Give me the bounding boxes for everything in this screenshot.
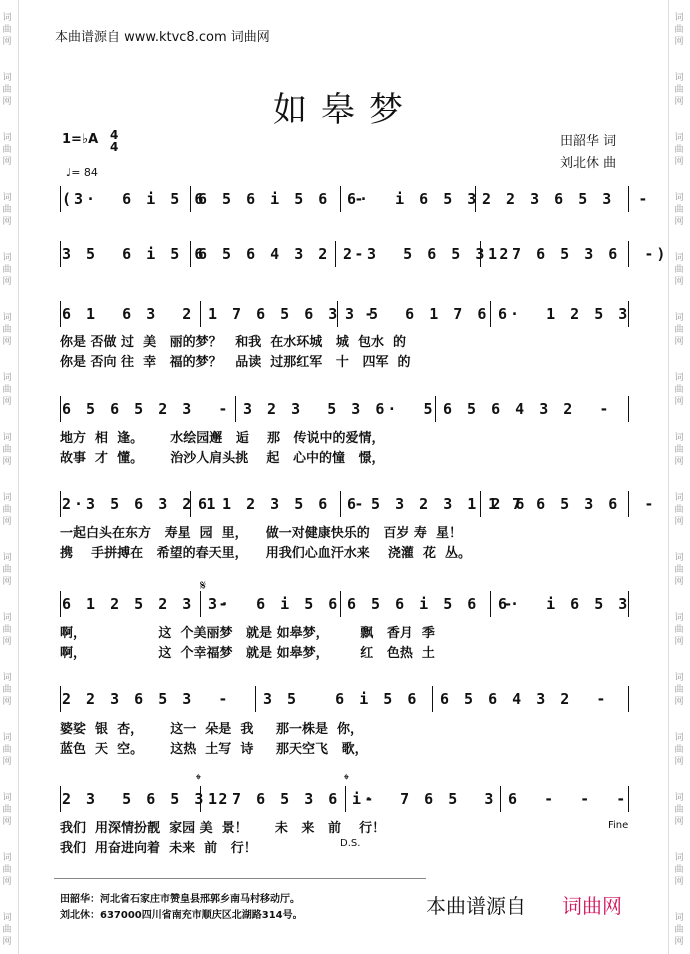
fine-mark: Fine <box>608 820 629 831</box>
watermark-char-group: 词曲网 <box>674 733 684 767</box>
measure-notes: 6 1 6 3 2 <box>62 305 195 323</box>
watermark-char-group: 词曲网 <box>674 853 684 887</box>
watermark-char-group: 词曲网 <box>674 73 684 107</box>
watermark-char-group: 词曲网 <box>2 73 12 107</box>
footer-brand-source: 本曲谱源自 <box>426 894 526 918</box>
barline <box>500 786 501 812</box>
lyric-line: 故事 才 懂。 治沙人肩头挑 起 心中的憧 憬， <box>60 451 385 466</box>
measure-notes: 3 5 6 i 5 6 <box>62 245 207 263</box>
watermark-char-group: 词曲网 <box>674 13 684 47</box>
watermark-char-group: 词曲网 <box>2 193 12 227</box>
watermark-char-group: 词曲网 <box>2 853 12 887</box>
score-row <box>60 790 632 812</box>
measure-notes: 2 3 5 6 5 3 2 <box>62 790 231 808</box>
barline <box>60 491 61 517</box>
segno-sign: 𝄋 <box>200 578 207 594</box>
barline <box>60 786 61 812</box>
watermark-char-group: 词曲网 <box>674 313 684 347</box>
watermark-char-group: 词曲网 <box>2 673 12 707</box>
lyric-line: 你是 否向 往 幸 福的梦？ 品读 过那红军 十 四军 的 <box>60 355 411 370</box>
measure-notes: 2 2 3 6 5 3 - <box>482 190 651 208</box>
watermark-char-group: 词曲网 <box>2 733 12 767</box>
source-header: 本曲谱源自 www.ktvc8.com 词曲网 <box>55 30 270 45</box>
barline <box>60 301 61 327</box>
barline <box>60 241 61 267</box>
watermark-char-group: 词曲网 <box>674 133 684 167</box>
measure-notes: i· 7 6 5 3 <box>352 790 497 808</box>
measure-notes: 1 7 6 5 3 6 -) <box>488 245 669 263</box>
lyric-line: 婆娑 银 杏， 这一 朵是 我 那一株是 你， <box>60 722 364 737</box>
measure-notes: (3· 6 i 5 6 <box>62 190 207 208</box>
measure-notes: 6 5 6 4 3 2 - <box>198 245 367 263</box>
lyric-line: 我们 用奋进向着 未来 前 行！ <box>60 841 257 856</box>
lyric-line: 啊， 这 个幸福梦 就是 如皋梦， 红 色热 土 <box>60 646 435 661</box>
ds-mark: D.S. <box>340 838 361 849</box>
watermark-char-group: 词曲网 <box>674 913 684 947</box>
measure-notes: 3· 6 i 5 6 <box>208 595 341 613</box>
footer-address-1: 田韶华：河北省石家庄市赞皇县邢郭乡南马村移动厅。 <box>60 894 300 905</box>
time-signature <box>110 129 118 153</box>
watermark-char-group: 词曲网 <box>2 373 12 407</box>
measure-notes: 6· 1 2 5 3 <box>498 305 631 323</box>
measure-notes: 6· i 6 5 3 <box>347 190 480 208</box>
watermark-char-group: 词曲网 <box>2 613 12 647</box>
score-row <box>60 190 651 212</box>
footer-brand-name: 词曲网 <box>562 894 622 918</box>
watermark-char-group: 词曲网 <box>2 13 12 47</box>
measure-notes: 1 7 6 5 3 6 - <box>208 790 377 808</box>
barline <box>432 686 433 712</box>
watermark-char-group: 词曲网 <box>674 433 684 467</box>
tempo-mark: ♩= 84 <box>66 166 98 179</box>
key-signature: 1=♭A <box>62 132 99 147</box>
measure-notes: 6 - - - <box>508 790 629 808</box>
composer-credit: 刘北休 曲 <box>560 156 617 171</box>
barline <box>60 591 61 617</box>
watermark-char-group: 词曲网 <box>674 673 684 707</box>
score-row <box>60 495 657 517</box>
barline <box>60 686 61 712</box>
lyric-line: 地方 相 逢。 水绘园邂 逅 那 传说中的爱情， <box>60 431 385 446</box>
score-row <box>60 400 632 422</box>
measure-notes: 6 5 6 i 5 6 - <box>347 595 516 613</box>
lyric-line: 携 手拼搏在 希望的春天里， 用我们心血汗水来 浇灌 花 丛。 <box>60 546 471 561</box>
watermark-char-group: 词曲网 <box>674 193 684 227</box>
measure-notes: 6 5 6 5 2 3 - <box>62 400 231 418</box>
measure-notes: 3 5 6 1 7 6 <box>345 305 490 323</box>
time-bottom: 4 <box>110 140 119 154</box>
score-row <box>60 690 632 712</box>
watermark-char-group: 词曲网 <box>674 613 684 647</box>
measure-notes: 6 1 2 3 5 6 - <box>198 495 367 513</box>
barline <box>200 301 201 327</box>
watermark-char-group: 词曲网 <box>2 133 12 167</box>
measure-notes: 6· i 6 5 3 <box>498 595 631 613</box>
right-watermark-column <box>674 0 688 954</box>
watermark-char-group: 词曲网 <box>2 493 12 527</box>
measure-notes: 2 3 5 6 5 3 2 <box>343 245 512 263</box>
barline <box>490 301 491 327</box>
watermark-char-group: 词曲网 <box>2 553 12 587</box>
coda-sign-2: 𝄌 <box>344 772 349 788</box>
score-row <box>60 245 669 267</box>
measure-notes: 3 5 6 i 5 6 <box>263 690 420 708</box>
song-title: 如皋梦 <box>273 90 417 130</box>
lyricist-credit: 田韶华 词 <box>560 134 617 149</box>
watermark-char-group: 词曲网 <box>2 433 12 467</box>
barline <box>60 186 61 212</box>
right-border-line <box>668 0 669 954</box>
watermark-char-group: 词曲网 <box>2 253 12 287</box>
left-watermark-column <box>2 0 16 954</box>
watermark-char-group: 词曲网 <box>2 793 12 827</box>
measure-notes: 6 5 6 i 5 6 - <box>198 190 367 208</box>
measure-notes: 2 2 3 6 5 3 - <box>62 690 231 708</box>
watermark-char-group: 词曲网 <box>674 373 684 407</box>
measure-notes: 6 5 6 4 3 2 - <box>443 400 612 418</box>
left-border-line <box>18 0 19 954</box>
measure-notes: 1 7 6 5 6 3 - <box>208 305 377 323</box>
watermark-char-group: 词曲网 <box>2 913 12 947</box>
watermark-char-group: 词曲网 <box>2 313 12 347</box>
lyric-line: 蓝色 天 空。 这热 土写 诗 那天空飞 歌， <box>60 742 368 757</box>
measure-notes: 6 1 2 5 2 3 - <box>62 595 231 613</box>
watermark-char-group: 词曲网 <box>674 493 684 527</box>
lyric-line: 啊， 这 个美丽梦 就是 如皋梦， 飘 香月 季 <box>60 626 435 641</box>
lyric-line: 你是 否做 过 美 丽的梦？ 和我 在水环城 城 包水 的 <box>60 335 406 350</box>
measure-notes: 2·3 5 6 3 2 1 <box>62 495 219 513</box>
time-top: 4 <box>110 128 119 142</box>
barline <box>628 686 629 712</box>
measure-notes: 1 7 6 5 3 6 - <box>488 495 657 513</box>
barline <box>628 396 629 422</box>
barline <box>255 686 256 712</box>
score-row <box>60 305 632 327</box>
footer-address-2: 刘北休：637000四川省南充市顺庆区北湖路314号。 <box>60 910 303 921</box>
score-row <box>60 595 632 617</box>
coda-sign-1: 𝄌 <box>196 772 201 788</box>
measure-notes: 6 5 3 2 3 1 2 6 <box>347 495 528 513</box>
watermark-char-group: 词曲网 <box>674 793 684 827</box>
barline <box>60 396 61 422</box>
watermark-char-group: 词曲网 <box>674 253 684 287</box>
watermark-char-group: 词曲网 <box>674 553 684 587</box>
lyric-line: 一起白头在东方 寿星 园 里， 做一对健康快乐的 百岁 寿 星！ <box>60 526 462 541</box>
barline <box>235 396 236 422</box>
lyric-line: 我们 用深情扮靓 家园 美 景！ 未 来 前 行！ <box>60 821 386 836</box>
measure-notes: 3 2 3 5 3 6· 5 <box>243 400 436 418</box>
measure-notes: 6 5 6 4 3 2 - <box>440 690 609 708</box>
